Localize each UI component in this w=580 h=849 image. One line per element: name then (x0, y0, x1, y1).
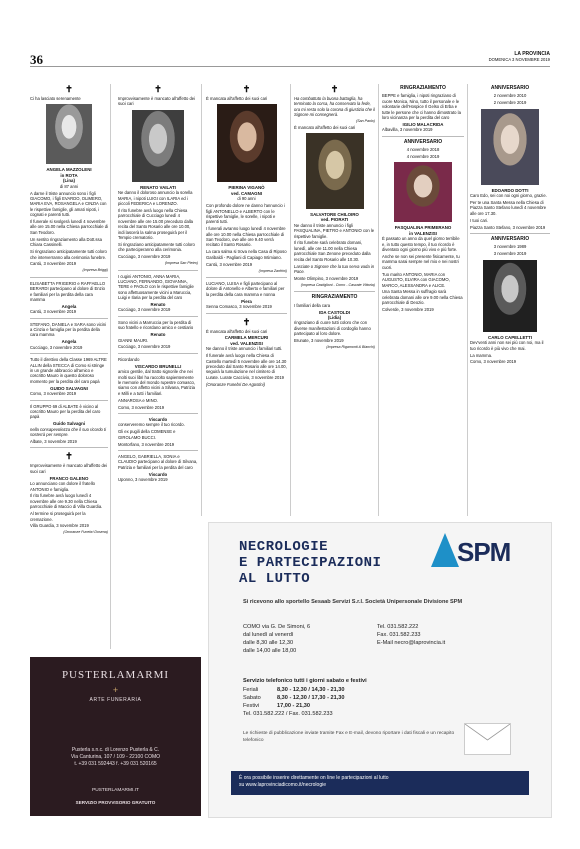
column-divider (378, 84, 379, 516)
deceased-name: Angela (61, 339, 77, 345)
portrait-photo (483, 260, 537, 332)
deceased-name: GUIDO SALVAGNI (50, 385, 88, 391)
office-days: dal lunedì al venerdì (243, 632, 294, 638)
cross-icon: ✝ (330, 84, 339, 94)
announcement-text: Lo annunciano con dolore il fratello ANTONIO e famiglia. (30, 481, 95, 492)
portrait-photo (306, 133, 364, 209)
spm-logo (431, 533, 526, 573)
verse-source: (San Paolo) (356, 119, 375, 124)
announcement-text: Ne danno il triste annuncio i figli PASQUALINA, PIETRO e ANTONIO con le rispettive famiglie. (294, 222, 375, 239)
spm-logo-text: SPM (457, 537, 511, 567)
deceased-name-2: in VALENZISI (409, 230, 437, 236)
thanks-text: Un sentito ringraziamento alla Dott.ssa Chiara Cassinelli. (30, 236, 102, 248)
date-text: 4 novembre 2019 (406, 154, 440, 160)
place-date: Cucciago, 3 novembre 2019 (118, 344, 171, 350)
ad-service-note: SERVIZIO PROVVISORIO GRATUITO (75, 800, 156, 805)
place-date: Cantù, 3 novembre 2019 (206, 261, 253, 267)
announcement-text: Ne danno il doloroso annuncio la sorella MARIA, i nipoti LUIGI con ILARIA ed i piccoli FEDERICA e LORENZO. (118, 190, 193, 207)
condolence-text: STEFANO, DANIELA e SARA sono vicini a Cinzia e famiglia per la perdita della cara mamma (30, 321, 107, 338)
condolence-text: I cugini ANTONIO, ANNA MARIA, LUCIANO, FERNANDO, GIOVANNA, TERE e PAOLO con le rispettive famiglie sono affettuosamente vicini a Maruccia, Luigi e Ilaria per la perdita del caro (118, 273, 194, 301)
memorial-text: È passato un anno da quel giorno terribile e, in tutto questo tempo, il tuo ricordo è diventato ogni giorno più vivo e più forte. (382, 236, 460, 253)
announcement-text: Ne danno il triste annuncio i familiari tutti. (206, 346, 283, 352)
funeral-text: Il funerale si svolgerà lunedì 4 novembre alle ore 15.00 nella Chiesa parrocchiale di San Teodoro. (30, 219, 108, 235)
phone-service-heading: Servizio telefonico tutti i giorni sabato e festivi (243, 678, 367, 684)
date-text: 4 novembre 2018 (406, 147, 440, 153)
condolence-text: Sono vicini a Marruccia per la perdita di suo fratello e ricordano amico e cestiario (118, 319, 194, 331)
deceased-nickname: (Lina) (63, 178, 75, 184)
place-date: Cucciago, 3 novembre 2019 (118, 307, 171, 313)
deceased-name: Viscardo (148, 417, 168, 423)
deceased-name: IGILIO MALACRIDA (402, 121, 444, 127)
fax-number: Fax. 031.582.233 (377, 632, 421, 638)
condolence-text: ANGELO, GABRIELLA, SONIA e CLAUDIO partecipano al dolore di Silvana, Patrizia e familiari per la perdita del caro (118, 454, 198, 470)
funeral-text: Il rito funebre avrà luogo lunedì 4 novembre alle ore 9.30 nella Chiesa parrocchiale di Maccio di Villa Guardia. (30, 493, 103, 510)
place-date: Villa Guardia, 3 novembre 2019 (30, 523, 89, 529)
ad-address (30, 747, 201, 768)
deceased-name: SALVATORE CHILOIRO (310, 211, 359, 217)
condolence-text: Il GRUPPO 69 di ALBATE è vicino al coscritto Mauro per la perdita del caro papà (30, 403, 101, 420)
date-text: 2 novembre 2010 (493, 93, 527, 99)
intro-text: È mancata all'affetto dei suoi cari (206, 328, 268, 334)
phone-number: Tel. 031.582.222 (377, 624, 419, 630)
cross-icon: ✝ (65, 451, 73, 462)
separator (206, 277, 287, 278)
envelope-graphic (465, 724, 510, 754)
schedule-hours: 8,30 - 12,30 / 17,30 - 21,30 (277, 695, 345, 701)
separator (118, 353, 198, 354)
deceased-name: Guido Salvagni (53, 421, 85, 427)
funeral-text: Il rito funebre avrà luogo nella Chiesa parrocchiale di Cucciago lunedì 4 novembre alle ore 15.00 preceduto dalla recita del Santo Rosario alle ore 10.00, indi lascerà la salma proseguirà per il Tempio crematorio. (118, 207, 193, 240)
intro-text: Improvvisamente è mancato all'affetto dei suoi cari (118, 96, 196, 107)
deceased-name: Piera (241, 298, 252, 304)
condolence-text: Gli ex pugili della COMENSE e GIROLAMO BUCCI. (118, 429, 176, 440)
deceased-name-2: ved. CAMAGNI (231, 190, 262, 196)
contacts (377, 623, 445, 647)
cross-icon: ✝ (65, 84, 73, 94)
necrologie-info-box (208, 522, 552, 818)
verse-text: Ha combattuto la buona battaglia, ha terminato la corsa, ha conservato la fede, ora mi resta solo la corona di giustizia che il Signore mi consegnerà. (294, 96, 375, 118)
agency-text: (Impresa San Pietro) (164, 261, 198, 266)
phone-service-schedule (243, 686, 345, 718)
schedule-row (243, 702, 345, 710)
portrait-photo (217, 104, 277, 182)
deceased-nickname: (Lidia) (327, 314, 342, 320)
separator (470, 233, 550, 234)
ad-subtitle: ARTE FUNERARIA (89, 697, 142, 703)
ad-phone-line: t. +39 031 592443 f. +39 031 520165 (74, 761, 157, 767)
place-date: Piazza Santo Stefano, 3 novembre 2019 (470, 224, 546, 230)
newspaper-name: LA PROVINCIA (514, 51, 550, 57)
place-date: Como, 3 novembre 2019 (118, 404, 165, 410)
memorial-text: I tuoi cari. (470, 217, 489, 223)
memorial-text: Anche se non sei presente fisicamente, tu mamma sarai sempre nel mio e nei nostri cuori. (382, 254, 460, 270)
agency-text: (Onoranze Funebri De Agostini) (206, 381, 265, 387)
separator (206, 313, 287, 314)
funeral-text: Il funerale avrà luogo nella Chiesa di Castello martedì 5 novembre alle ore 14.30 preceduto dal Santo Rosario alle ore 14.00, seguirà la tumulazione nel cimitero di Lurate. Lurate Caccivio, 3 novembre 2019 (206, 353, 287, 380)
age-text: di 90 anni (237, 196, 256, 202)
office-hours-afternoon: dalle 14,00 alle 18,00 (243, 648, 297, 654)
deceased-name-2: in ROTA (60, 172, 78, 178)
portrait-photo (46, 104, 92, 164)
section-heading: RINGRAZIAMENTO (311, 294, 358, 301)
spm-logo-triangle-icon (431, 533, 459, 567)
ad-address-line: Pusterla s.n.c. di Lorenzo Pusterla & C. (71, 747, 160, 753)
column-divider (201, 84, 202, 516)
office-hours-morning: dalle 8,30 alle 12,30 (243, 640, 294, 646)
condolence-text: ANNAROSA e MINO. (118, 397, 159, 403)
section-heading: ANNIVERSARIO (403, 138, 443, 145)
condolence-text: conserveremo sempre il tuo ricordo. (118, 422, 185, 428)
intro-text: Improvvisamente è mancato all'affetto dei suoi cari (30, 463, 108, 474)
office-hours (243, 623, 310, 655)
intro-text: È mancata all'affetto dei suoi cari (206, 96, 268, 101)
deceased-name: IDA CASTOLDI (319, 309, 350, 315)
memorial-text: Una Santa Messa in suffragio sarà celebrata domani alle ore 9.00 nella Chiesa parrocchiale di Deozio. (382, 289, 463, 306)
funeral-text: Al termine si proseguirà per la cremazione. (30, 511, 86, 522)
condolence-text: Tutto il direttivo della Classe 1969 ALTRE ALLIN della STECCA di Como si stringe in un grande abbraccio all'amico e coscritto Mauro in questo doloroso momento per la perdita del caro papà (30, 357, 107, 384)
place-date: Cucciago, 3 novembre 2019 (118, 254, 171, 260)
deceased-name: PASQUALINA PRIMERANO (394, 225, 452, 231)
agency-text: (Impresa Castiglioni - Como - Cascate Vittoria) (300, 282, 375, 287)
agency-text: (Impresa Briggi) (82, 268, 108, 273)
intro-text: Ci ha lasciato serenamente (30, 96, 81, 101)
age-text: di 87 anni (59, 183, 79, 189)
condolence-text: amico gentile, dal tratto signorile che nei molti suoi libri ha raccolto sapientemente le memorie del mondo rupestre comasco, siamo con affetto vicini a Silvana, Patrizia e Milli e a tutti i familiari. (118, 369, 196, 396)
page-number: 36 (30, 52, 43, 67)
separator (30, 400, 108, 401)
office-intro: Si ricevono allo sportello Sesaab Servizi S.r.l. Società Unipersonale Divisione SPM (243, 599, 463, 605)
cross-icon: ✝ (242, 84, 251, 94)
column-divider (110, 84, 111, 649)
schedule-row (243, 694, 345, 702)
separator (30, 318, 108, 319)
condolence-text: ELISABETTA FRIGERIO e RAFFAELLO BERARDI partecipano al dolore di Enzio e familiari per la perdita della cara mamma (30, 280, 106, 302)
place-date: Como, 3 novembre 2019 (470, 359, 517, 365)
condolence-text: nella consapevolezza che il suo ricordo ti sosterrà per sempre. (30, 426, 107, 438)
place-date: Colverde, 3 novembre 2019 (382, 307, 434, 313)
place-date: Senna Comasco, 3 novembre 2019 (206, 304, 272, 310)
place-date: Albate, 3 novembre 2019 (30, 438, 77, 444)
deceased-name: VISCARDO BRUNELLI (134, 363, 182, 369)
schedule-day: Feriali (243, 687, 259, 693)
condolence-text: GIANNI MAURI. (118, 337, 149, 343)
place-date: Como, 3 novembre 2019 (30, 391, 77, 397)
obituary-column-4 (294, 84, 375, 516)
place-date: Brunate, 3 novembre 2019 (294, 338, 344, 344)
schedule-day: Festivi (243, 703, 260, 709)
condolence-text: Ricordando (118, 356, 140, 362)
place-date: Monte Olimpino, 3 novembre 2019 (294, 275, 359, 281)
memorial-text: Per te una Santa Messa nella Chiesa di Piazza Santo Stefano lunedì 4 novembre alle ore 17.30. (470, 200, 547, 216)
header-rule (30, 66, 550, 67)
ad-address-line: Via Canturina, 107 / 109 - 22100 COMO (70, 754, 161, 760)
memorial-text: Caro Edo, sei con noi ogni giorno, grazie. (470, 193, 547, 199)
column-divider (290, 84, 291, 516)
plus-icon: + (112, 685, 119, 695)
obituary-column-1 (30, 84, 108, 654)
place-date: Montorfano, 3 novembre 2019 (118, 441, 175, 447)
separator (30, 277, 108, 278)
envelope-icon (464, 723, 511, 755)
title-line: NECROLOGIE (239, 539, 329, 555)
memorial-text: La mamma. (470, 352, 493, 358)
section-heading: ANNIVERSARIO (490, 85, 530, 91)
deceased-name-2: ved. VALENZISI (230, 340, 263, 346)
separator (382, 136, 464, 137)
title-line: AL LUTTO (239, 571, 311, 587)
place-date: Uponno, 3 novembre 2019 (118, 477, 168, 483)
deceased-name: CARMELA MERCURI (224, 335, 269, 341)
deceased-name: ANGELA MAZZOLENI (46, 167, 92, 173)
intro-text: È mancato all'affetto dei suoi cari (294, 124, 356, 130)
deceased-name: EDOARDO DOTTI (491, 187, 529, 193)
obituary-column-6 (470, 84, 550, 516)
portrait-photo (132, 110, 184, 182)
schedule-hours: 8,30 - 12,30 / 14,30 - 21,30 (277, 687, 345, 693)
funeral-text: La cara salma si trova nella Casa di Riposo Garibaldi - Pagliani di Capiago Intimiano. (206, 249, 287, 260)
obituary-column-2 (118, 84, 198, 654)
deceased-name: FRANCO GALENO (49, 475, 89, 481)
date-text: 3 novembre 1989 (493, 244, 527, 250)
office-address: COMO via G. De Simoni, 6 (243, 624, 311, 630)
deceased-name: PIERINA VIGANÒ (228, 185, 265, 191)
announcement-text: Con profondo dolore ne danno l'annuncio i figli ANTONELLO e ALBERTO con le rispettive famiglie, le sorelle, i nipoti e parenti tutti. (206, 203, 285, 225)
deceased-name: Angela (61, 303, 77, 309)
place-date: Cantù, 3 novembre 2019 (30, 309, 77, 315)
obituary-column-5 (382, 84, 464, 516)
necrologie-title (239, 539, 381, 587)
banner-text: È ora possibile inserire direttamente on line le partecipazioni al lutto (239, 775, 389, 781)
condolence-text: LUCIANO, LUISA e figli partecipano al dolore di Antonello e Alberto e familiari per la perdita della cara mamma e nonna (206, 281, 285, 297)
separator (30, 447, 108, 448)
memorial-text: Dev'venti anni non sei più con noi, ma il tuo ricordo è più vivo che mai. (470, 340, 544, 351)
agency-text: (Onoranze Funebri Dosena) (63, 530, 108, 535)
thanks-text: ringraziano di cuore tutti coloro che con diverse manifestazioni di cordoglio hanno partecipato al loro dolore. (294, 320, 371, 337)
date-text: 3 novembre 2019 (493, 251, 527, 257)
thanks-text: BEPPE e famiglia, i nipoti ringraziano di cuore Monica, Nino, tutto il personale e le volontarie dell'Hospice Il Gelso di Erba e tutte le persone che ci hanno dimostrato la loro vicinanza per la perdita del caro (382, 93, 461, 121)
title-line: E PARTECIPAZIONI (239, 555, 382, 571)
ad-brand: PUSTERLAMARMI (61, 669, 170, 681)
thanks-text: Si ringraziano anticipatamente tutti coloro che parteciperanno alla cerimonia. (118, 241, 195, 253)
separator (30, 353, 108, 354)
obituary-column-3 (206, 84, 287, 516)
memorial-text: Tuo marito ANTONIO, MARIA con AUGUSTO, ELVIRA con GIACOMO, MARCO, ALESSANDRA e ALICE. (382, 271, 450, 288)
separator (294, 291, 375, 292)
email-address: E-Mail necro@laprovincia.it (377, 640, 446, 646)
column-divider (467, 84, 468, 516)
deceased-name: CARLO CAPELLETTI (488, 334, 532, 340)
schedule-hours: 17,00 - 21,30 (277, 703, 310, 709)
portrait-photo (394, 162, 452, 222)
deceased-name-2: ved. PIORATI (320, 217, 349, 223)
announcement-text: I familiari della cara (294, 302, 331, 308)
section-heading: ANNIVERSARIO (490, 236, 530, 243)
funeral-text: I funerali avranno luogo lunedì 4 novembre alle ore 10.00 nella Chiesa parrocchiale di San Teodoro, ove alle ore 9.40 verrà recitato il Santo Rosario. (206, 226, 286, 248)
announcement-text: A darne il triste annuncio sono i figli GIACOMO, i figli EVARDO, OLIMERO, MARIA EVA, ROSANGELA e CINZIA con le rispettive famiglie, gli amati nipoti, i cognati e parenti tutti. (30, 190, 107, 218)
place-date: Cucciago, 3 novembre 2019 (30, 344, 83, 350)
deceased-name: RENATO VAILATI (140, 184, 176, 190)
newspaper-header (489, 51, 550, 62)
agency-text: (Impresa Rigamonti & Bianchi) (326, 344, 375, 349)
submission-note: Le richieste di pubblicazione inviate tramite Fax e E-mail, devono riportare i dati fiscali e un recapito telefonico (243, 731, 455, 743)
place-date: Albavilla, 3 novembre 2019 (382, 127, 433, 133)
section-heading: RINGRAZIAMENTO (400, 85, 446, 91)
place-date: Cantù, 3 novembre 2019 (30, 261, 77, 267)
ad-website: PUSTERLAMARMI.IT (92, 788, 139, 793)
banner-link[interactable]: su www.laprovinciadicomo.it/necrologie (239, 781, 326, 788)
deceased-name: Viscardo (148, 471, 168, 477)
cross-icon: ✝ (154, 84, 162, 94)
date-text: 2 novembre 2019 (493, 100, 527, 106)
separator (118, 270, 198, 271)
cross-icon: ✝ (242, 316, 251, 327)
portrait-photo (481, 109, 539, 185)
separator (118, 450, 198, 451)
schedule-row (243, 686, 345, 694)
online-banner (231, 771, 529, 795)
issue-date: DOMENICA 3 NOVEMBRE 2019 (488, 57, 550, 62)
funeral-art-advertisement (30, 657, 201, 816)
separator (118, 316, 198, 317)
schedule-contacts: Tel. 031.582.222 / Fax. 031.582.233 (243, 711, 333, 717)
funeral-text: Il rito funebre sarà celebrato domani, lunedì, alle ore 11.00 nella Chiesa parrocchiale San Zenone preceduto dalla recita del Santo Rosario alle 10.30. (294, 240, 371, 262)
separator (118, 413, 198, 414)
verse-text: Lasciate o Signore che la tua serva vada in Pace. (294, 263, 375, 274)
agency-text: (Impresa Zanfrini) (258, 268, 287, 273)
thanks-text: Si ringraziano anticipatamente tutti coloro che interverranno alla cerimonia funebre. (30, 249, 107, 260)
deceased-name: Renato (150, 302, 166, 308)
deceased-name: Renato (150, 332, 166, 338)
schedule-day: Sabato (243, 695, 261, 701)
